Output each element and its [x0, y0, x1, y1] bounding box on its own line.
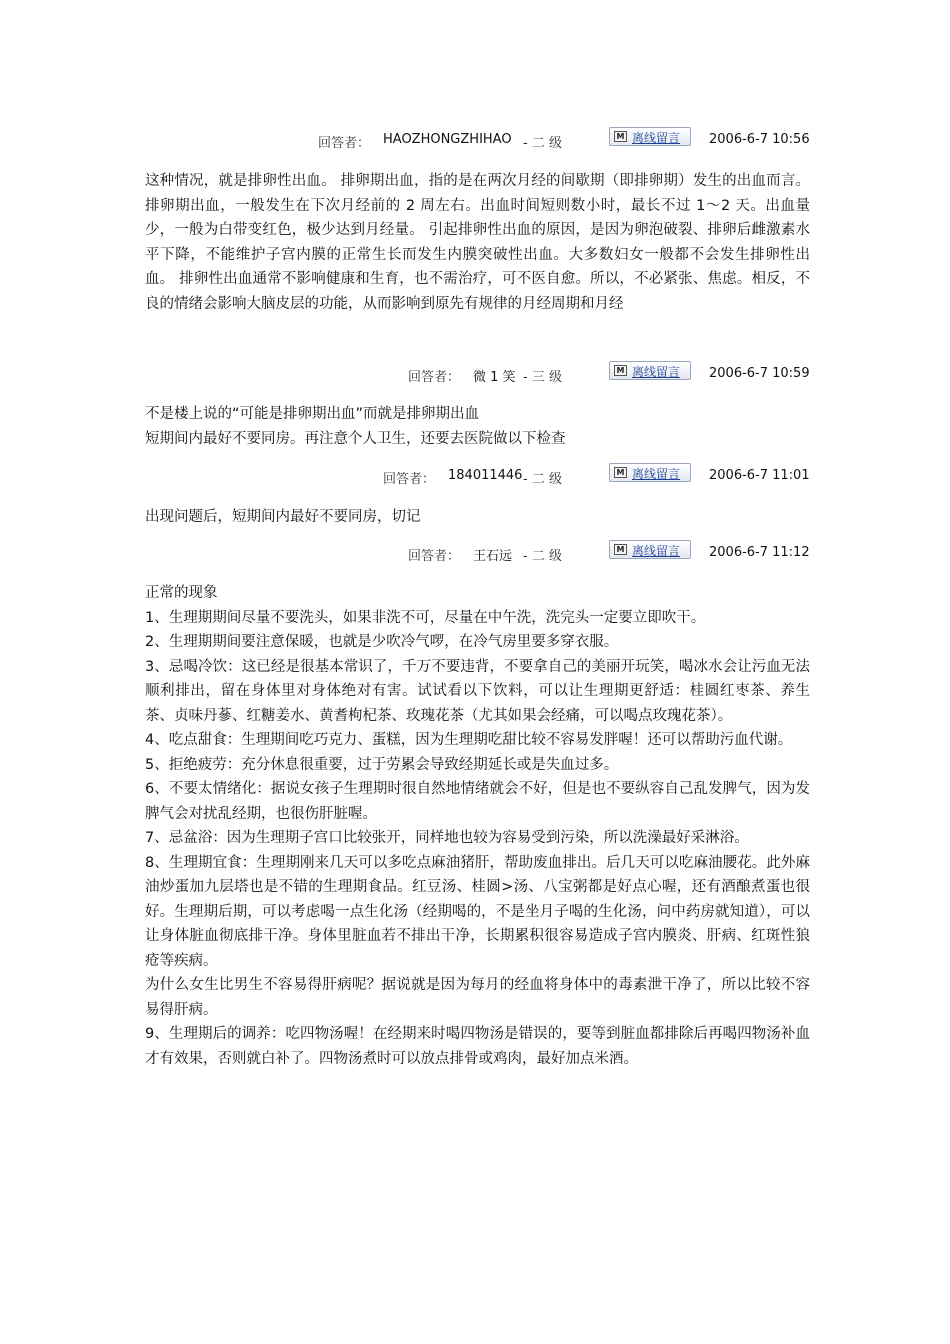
offline-message-label: 离线留言	[632, 544, 681, 558]
answer-paragraph: 短期间内最好不要同房。再注意个人卫生，还要去医院做以下检查	[145, 430, 566, 447]
answer-paragraph: 4、吃点甜食：生理期间吃巧克力、蛋糕，因为生理期吃甜比较不容易发胖喔！还可以帮助污血代谢。	[145, 732, 793, 748]
offline-message-label: 离线留言	[632, 365, 681, 379]
answer-paragraph: 3、忌喝冷饮：这已经是很基本常识了，千万不要违背，不要拿自己的美丽开玩笑，喝冰水会让污血无法顺利排出，留在身体里对身体绝对有害。试试看以下饮料，可以让生理期更舒适：桂圆红枣茶、养生茶、贞味丹蔘、红糖姜水、黄耆枸杞茶、玫瑰花茶（尤其如果会经痛，可以喝点玫瑰花茶）。	[145, 658, 810, 724]
answer-content	[145, 505, 810, 530]
answer-paragraph: 为什么女生比男生不容易得肝病呢？据说就是因为每月的经血将身体中的毒素泄干净了，所以比较不容易得肝病。	[145, 977, 810, 1018]
answerer-name[interactable]: 微 1 笑	[473, 370, 516, 385]
offline-message-label: 离线留言	[632, 467, 681, 481]
offline-message-button[interactable]	[609, 463, 691, 482]
message-icon: M	[614, 467, 627, 478]
answerer-level: - 三 级	[523, 370, 562, 385]
answerer-label: 回答者：	[318, 136, 371, 151]
offline-message-button[interactable]	[609, 361, 691, 380]
answer-content	[145, 581, 810, 1071]
answer-paragraph: 1、生理期期间尽量不要洗头，如果非洗不可，尽量在中午洗，洗完头一定要立即吹干。	[145, 609, 706, 626]
message-icon: M	[614, 131, 627, 142]
answer-datetime: 2006-6-7 10:56	[709, 132, 810, 147]
answer-datetime: 2006-6-7 11:01	[709, 468, 810, 483]
answerer-label: 回答者：	[408, 549, 461, 564]
answer-meta	[0, 127, 950, 151]
answer-paragraph: 7、忌盆浴：因为生理期子宫口比较张开，同样地也较为容易受到污染，所以洗澡最好采淋浴。	[145, 830, 749, 846]
answer-paragraph: 5、拒绝疲劳：充分休息很重要，过于劳累会导致经期延长或是失血过多。	[145, 756, 619, 773]
message-icon: M	[614, 544, 627, 555]
answerer-name[interactable]: 184011446	[448, 468, 523, 483]
answerer-level: - 二 级	[523, 136, 562, 151]
offline-message-button[interactable]	[609, 540, 691, 559]
answerer-level: - 二 级	[523, 472, 562, 487]
answer-paragraph: 正常的现象	[145, 585, 218, 601]
answer-paragraph: 出现问题后，短期间内最好不要同房，切记	[145, 509, 421, 525]
offline-message-button[interactable]	[609, 127, 691, 146]
answer-paragraph: 不是楼上说的“可能是排卵期出血”而就是排卵期出血	[145, 406, 480, 422]
answerer-level: - 二 级	[523, 549, 562, 564]
message-icon: M	[614, 365, 627, 376]
answerer-label: 回答者：	[408, 370, 461, 385]
offline-message-label: 离线留言	[632, 131, 681, 145]
answer-paragraph: 9、生理期后的调养：吃四物汤喔！在经期来时喝四物汤是错误的，要等到脏血都排除后再喝四物汤补血才有效果，否则就白补了。四物汤煮时可以放点排骨或鸡肉，最好加点米酒。	[145, 1026, 810, 1067]
answer-datetime: 2006-6-7 11:12	[709, 545, 810, 560]
answerer-name[interactable]: 王石远	[473, 549, 513, 564]
answer-datetime: 2006-6-7 10:59	[709, 366, 810, 381]
answerer-label: 回答者：	[383, 472, 436, 487]
answer-paragraph: 6、不要太情绪化：据说女孩子生理期时很自然地情绪就会不好，但是也不要纵容自己乱发脾气，因为发脾气会对扰乱经期，也很伤肝脏喔。	[145, 781, 810, 822]
answer-content	[145, 169, 810, 316]
answer-paragraph: 2、生理期期间要注意保暖，也就是少吹冷气啰，在冷气房里要多穿衣服。	[145, 634, 619, 650]
answer-paragraph: 8、生理期宜食：生理期刚来几天可以多吃点麻油猪肝，帮助废血排出。后几天可以吃麻油腰花。此外麻油炒蛋加九层塔也是不错的生理期食品。红豆汤、桂圆>汤、八宝粥都是好点心喔，还有酒酿煮蛋也很好。生理期后期，可以考虑喝一点生化汤（经期喝的，不是坐月子喝的生化汤，问中药房就知道），可以让身体脏血彻底排干净。身体里脏血若不排出干净，长期累积很容易造成子宫内膜炎、肝病、红斑性狼疮等疾病。	[145, 854, 810, 969]
answer-meta	[0, 463, 950, 487]
answer-meta	[0, 540, 950, 564]
answer-paragraph: 这种情况，就是排卵性出血。 排卵期出血，指的是在两次月经的间歇期（即排卵期）发生的出血而言。排卵期出血，一般发生在下次月经前的 2 周左右。出血时间短则数小时，最长不过 1～2 天。出血量少，一般为白带变红色，极少达到月经量。 引起排卵性出血的原因，是因为卵泡破裂、排卵后雌激素水平下降，不能维护子宫内膜的正常生长而发生内膜突破性出血。大多数妇女一般都不会发生排卵性出血。 排卵性出血通常不影响健康和生育，也不需治疗，可不医自愈。所以，不必紧张、焦虑。相反，不良的情绪会影响大脑皮层的功能，从而影响到原先有规律的月经周期和月经	[145, 173, 810, 312]
answer-content	[145, 402, 810, 451]
answer-meta	[0, 361, 950, 385]
answerer-name[interactable]: HAOZHONGZHIHAO	[383, 132, 512, 147]
